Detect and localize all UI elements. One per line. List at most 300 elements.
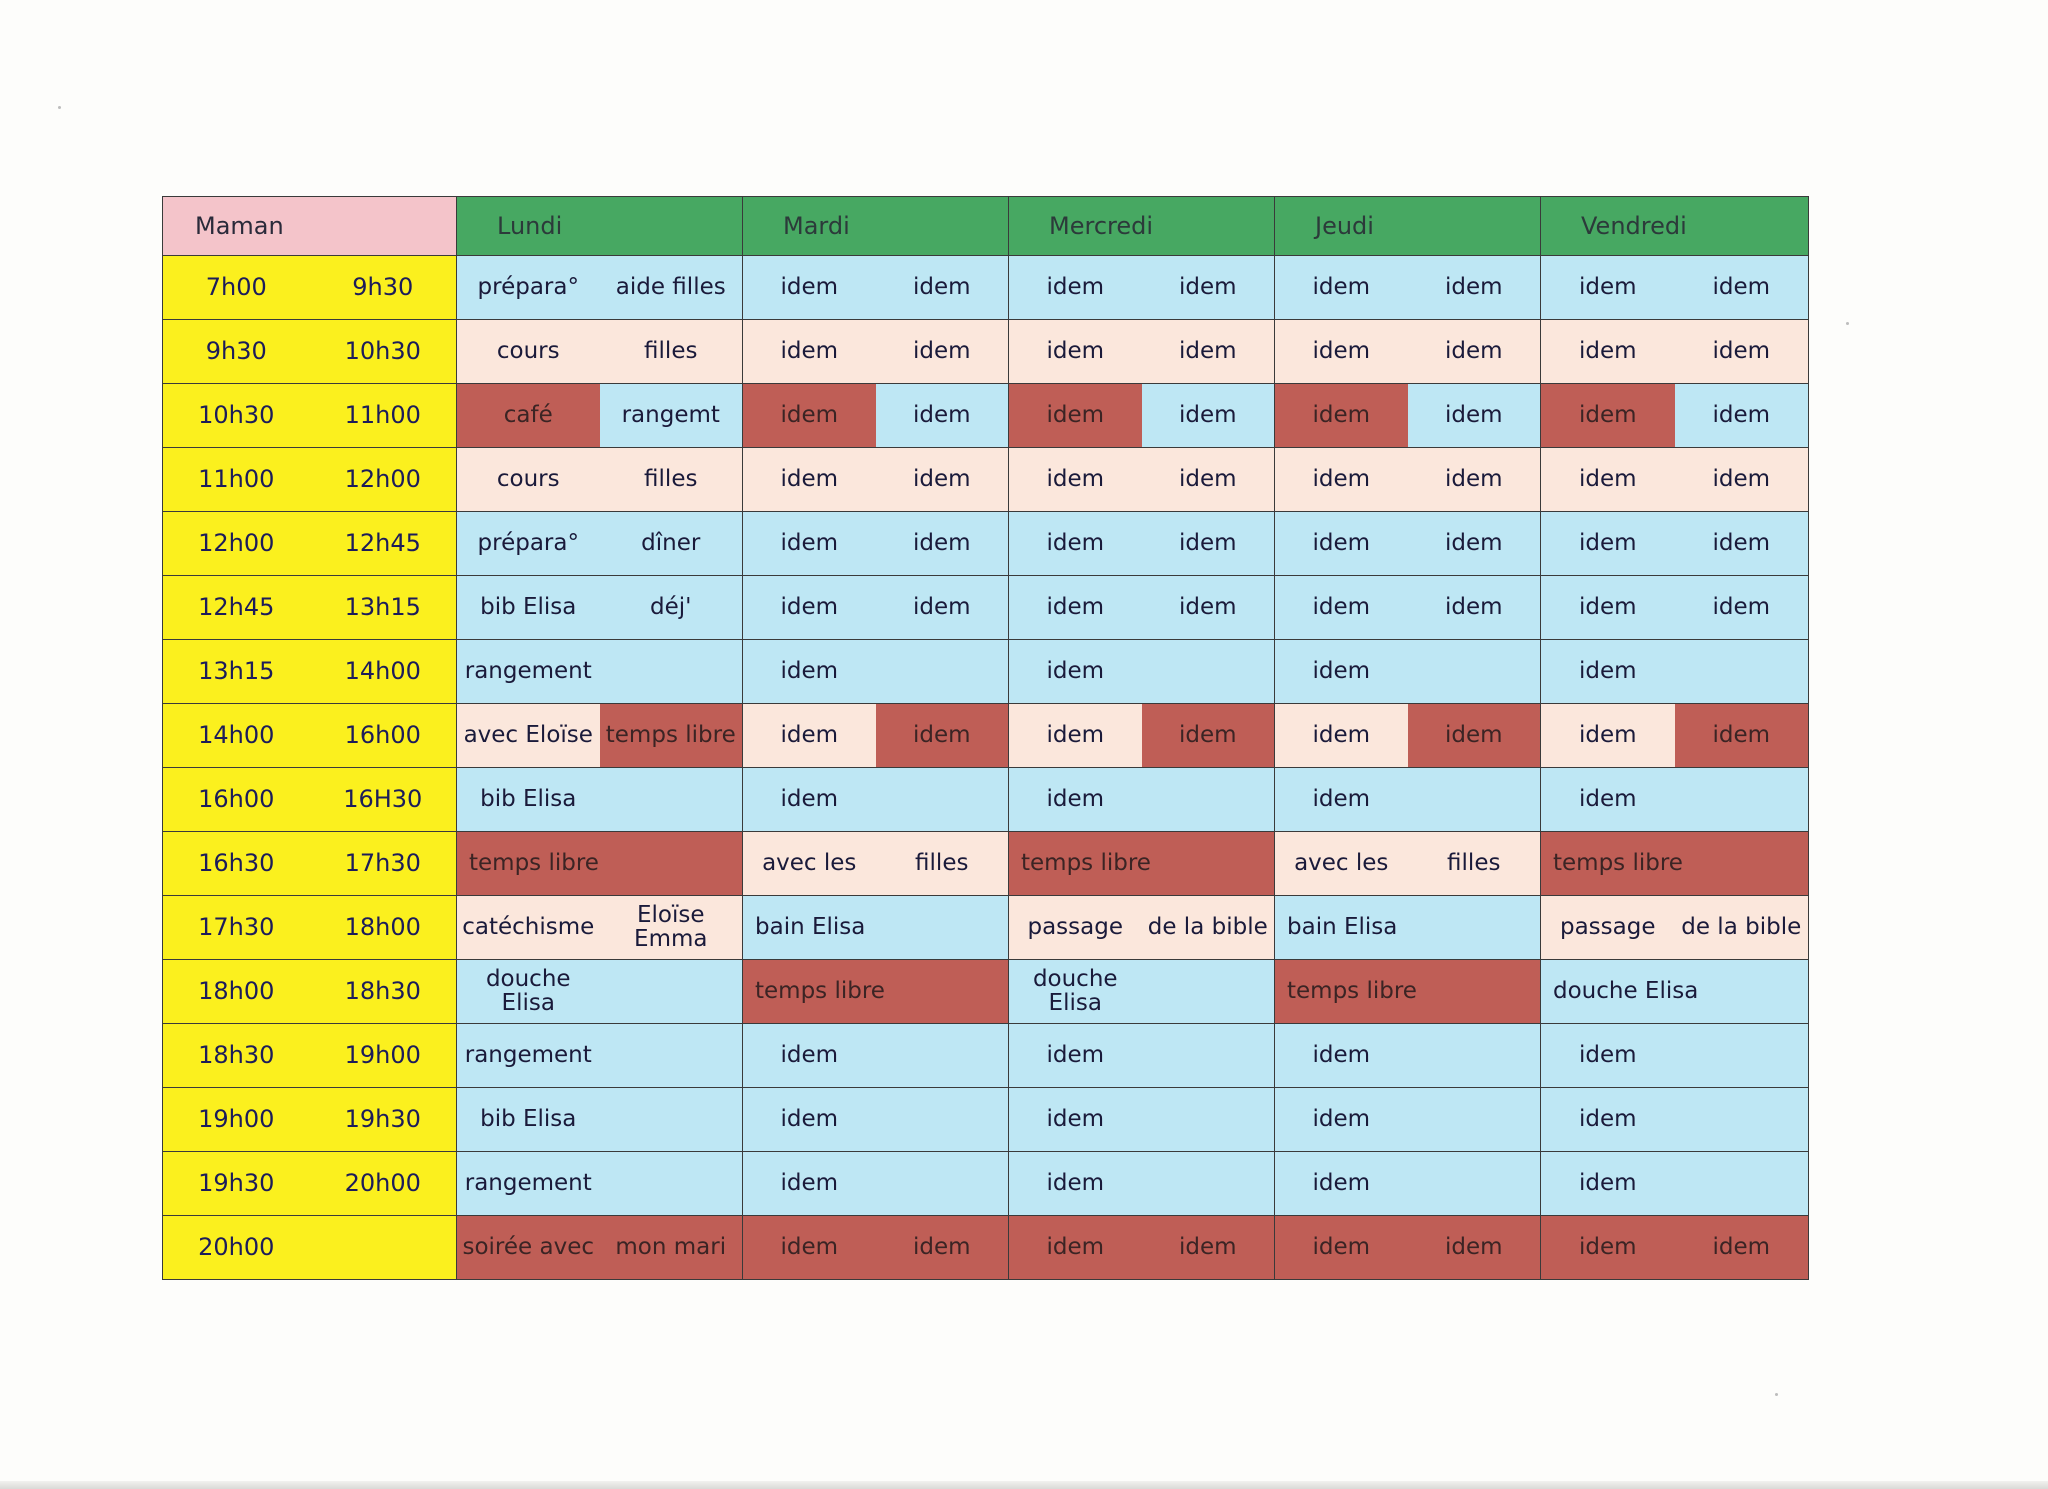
day-header-mercredi: Mercredi bbox=[1009, 197, 1275, 256]
activity-cell-lundi bbox=[457, 703, 743, 767]
activity-slot bbox=[1009, 1024, 1274, 1087]
activity-label-first: idem bbox=[1275, 1088, 1408, 1151]
activity-label-second bbox=[1142, 960, 1275, 1023]
activity-label-second: idem bbox=[1142, 320, 1275, 383]
activity-slot bbox=[1541, 640, 1808, 703]
schedule-row bbox=[163, 1023, 1809, 1087]
activity-slot bbox=[1009, 1216, 1274, 1279]
activity-label-second: idem bbox=[1675, 576, 1809, 639]
activity-label-second: idem bbox=[876, 320, 1009, 383]
activity-slot bbox=[1009, 960, 1274, 1023]
activity-slot bbox=[1275, 448, 1540, 511]
activity-slot bbox=[1009, 1152, 1274, 1215]
activity-label-first: passage bbox=[1009, 896, 1142, 959]
time-slot-cell bbox=[163, 1023, 457, 1087]
activity-label-second bbox=[600, 1024, 743, 1087]
activity-label-first: idem bbox=[1275, 768, 1408, 831]
activity-slot bbox=[457, 1024, 742, 1087]
activity-label-first: prépara° bbox=[457, 256, 600, 319]
activity-slot bbox=[743, 1152, 1008, 1215]
time-slot-cell bbox=[163, 639, 457, 703]
activity-label-first: idem bbox=[743, 768, 876, 831]
day-header-jeudi: Jeudi bbox=[1275, 197, 1541, 256]
activity-label-second: idem bbox=[1408, 512, 1541, 575]
activity-cell-mercredi bbox=[1009, 319, 1275, 383]
activity-cell-mardi bbox=[743, 1087, 1009, 1151]
slot-start-time: 19h30 bbox=[198, 1169, 275, 1198]
activity-label-second bbox=[1408, 1152, 1541, 1215]
slot-end-time: 13h15 bbox=[344, 593, 421, 622]
owner-header: Maman bbox=[163, 197, 457, 256]
activity-slot bbox=[457, 320, 742, 383]
activity-label-first: idem bbox=[743, 256, 876, 319]
slot-end-time: 14h00 bbox=[344, 657, 421, 686]
activity-cell-mardi bbox=[743, 383, 1009, 447]
activity-cell-mardi bbox=[743, 767, 1009, 831]
activity-cell-mardi bbox=[743, 895, 1009, 959]
activity-label-second: idem bbox=[1675, 256, 1809, 319]
activity-cell-vendredi bbox=[1541, 959, 1809, 1023]
activity-slot bbox=[743, 448, 1008, 511]
activity-label-first: idem bbox=[1541, 384, 1675, 447]
activity-label-second bbox=[1142, 1088, 1275, 1151]
activity-slot bbox=[457, 896, 742, 959]
activity-label-second: idem bbox=[1675, 384, 1809, 447]
activity-slot bbox=[1009, 896, 1274, 959]
activity-label-second: filles bbox=[600, 320, 743, 383]
activity-label-first: idem bbox=[1275, 384, 1408, 447]
activity-cell-mardi bbox=[743, 447, 1009, 511]
header-row bbox=[163, 197, 1809, 256]
activity-cell-lundi bbox=[457, 511, 743, 575]
activity-cell-mardi bbox=[743, 511, 1009, 575]
activity-label-first: idem bbox=[743, 1152, 876, 1215]
activity-label-second: rangemt bbox=[600, 384, 743, 447]
time-slot-cell bbox=[163, 959, 457, 1023]
activity-slot bbox=[1275, 576, 1540, 639]
activity-label-first: idem bbox=[1541, 576, 1675, 639]
slot-start-time: 7h00 bbox=[205, 273, 267, 302]
activity-label-second: Eloïse Emma bbox=[600, 896, 743, 959]
activity-label-second bbox=[876, 768, 1009, 831]
activity-cell-vendredi bbox=[1541, 255, 1809, 319]
activity-label-second bbox=[1408, 1024, 1541, 1087]
activity-label-first: café bbox=[457, 384, 600, 447]
schedule-row bbox=[163, 319, 1809, 383]
slot-start-time: 9h30 bbox=[205, 337, 267, 366]
activity-label-second bbox=[876, 1024, 1009, 1087]
activity-slot bbox=[1541, 1152, 1808, 1215]
slot-end-time: 12h45 bbox=[344, 529, 421, 558]
activity-label-second: idem bbox=[1142, 576, 1275, 639]
activity-slot bbox=[457, 768, 742, 831]
activity-label: douche Elisa bbox=[1541, 960, 1808, 1023]
activity-slot bbox=[1009, 320, 1274, 383]
activity-cell-lundi bbox=[457, 255, 743, 319]
activity-slot bbox=[743, 512, 1008, 575]
activity-cell-jeudi bbox=[1275, 383, 1541, 447]
activity-label-first: douche Elisa bbox=[1009, 960, 1142, 1023]
schedule-row bbox=[163, 1151, 1809, 1215]
schedule-row bbox=[163, 959, 1809, 1023]
activity-slot bbox=[743, 576, 1008, 639]
slot-start-time: 13h15 bbox=[198, 657, 275, 686]
slot-end-time: 19h30 bbox=[344, 1105, 421, 1134]
activity-label-first: idem bbox=[743, 1216, 876, 1279]
activity-label-second bbox=[876, 1152, 1009, 1215]
activity-slot bbox=[1275, 256, 1540, 319]
activity-slot bbox=[457, 640, 742, 703]
activity-label-second bbox=[1675, 640, 1809, 703]
time-slot-cell bbox=[163, 511, 457, 575]
activity-slot bbox=[1541, 448, 1808, 511]
day-header-lundi: Lundi bbox=[457, 197, 743, 256]
activity-slot bbox=[743, 256, 1008, 319]
activity-label-second bbox=[1408, 768, 1541, 831]
activity-cell-mardi bbox=[743, 959, 1009, 1023]
activity-cell-mercredi bbox=[1009, 767, 1275, 831]
slot-start-time: 19h00 bbox=[198, 1105, 275, 1134]
activity-cell-lundi bbox=[457, 831, 743, 895]
activity-label-first: idem bbox=[1275, 576, 1408, 639]
activity-label-first: idem bbox=[1541, 1088, 1675, 1151]
activity-label-second: idem bbox=[1408, 448, 1541, 511]
activity-label-first: idem bbox=[743, 640, 876, 703]
schedule-row bbox=[163, 511, 1809, 575]
time-slot-cell bbox=[163, 383, 457, 447]
activity-cell-mercredi bbox=[1009, 1023, 1275, 1087]
activity-cell-lundi bbox=[457, 575, 743, 639]
activity-slot bbox=[743, 960, 1008, 1023]
activity-cell-lundi bbox=[457, 1023, 743, 1087]
activity-slot bbox=[743, 640, 1008, 703]
activity-slot bbox=[457, 256, 742, 319]
activity-cell-mardi bbox=[743, 319, 1009, 383]
activity-slot bbox=[1541, 320, 1808, 383]
activity-label-second bbox=[1675, 1088, 1809, 1151]
activity-label-first: idem bbox=[1009, 768, 1142, 831]
slot-start-time: 14h00 bbox=[198, 721, 275, 750]
activity-slot bbox=[1009, 576, 1274, 639]
activity-label-first: idem bbox=[743, 512, 876, 575]
activity-cell-jeudi bbox=[1275, 831, 1541, 895]
activity-cell-jeudi bbox=[1275, 575, 1541, 639]
activity-cell-vendredi bbox=[1541, 511, 1809, 575]
activity-label: temps libre bbox=[743, 960, 1008, 1023]
activity-cell-vendredi bbox=[1541, 1023, 1809, 1087]
time-slot-cell bbox=[163, 1087, 457, 1151]
slot-end-time: 9h30 bbox=[352, 273, 414, 302]
activity-cell-vendredi bbox=[1541, 319, 1809, 383]
schedule-row bbox=[163, 895, 1809, 959]
activity-label-second bbox=[1142, 768, 1275, 831]
activity-label-first: passage bbox=[1541, 896, 1675, 959]
activity-cell-jeudi bbox=[1275, 255, 1541, 319]
activity-cell-mercredi bbox=[1009, 1215, 1275, 1279]
activity-slot bbox=[743, 768, 1008, 831]
schedule-row bbox=[163, 639, 1809, 703]
activity-slot bbox=[457, 448, 742, 511]
activity-slot bbox=[1275, 384, 1540, 447]
activity-label-second: idem bbox=[876, 576, 1009, 639]
activity-cell-mercredi bbox=[1009, 639, 1275, 703]
activity-label-second: idem bbox=[1408, 256, 1541, 319]
activity-slot bbox=[1275, 768, 1540, 831]
schedule-row bbox=[163, 255, 1809, 319]
schedule-row bbox=[163, 1215, 1809, 1279]
activity-label-first: rangement bbox=[457, 1024, 600, 1087]
activity-cell-lundi bbox=[457, 1215, 743, 1279]
activity-label-second: idem bbox=[876, 448, 1009, 511]
activity-label-first: idem bbox=[1541, 448, 1675, 511]
activity-label-first: soirée avec bbox=[457, 1216, 600, 1279]
activity-cell-mardi bbox=[743, 831, 1009, 895]
activity-slot bbox=[1275, 1024, 1540, 1087]
schedule-row bbox=[163, 767, 1809, 831]
activity-label-second: mon mari bbox=[600, 1216, 743, 1279]
slot-start-time: 12h00 bbox=[198, 529, 275, 558]
activity-cell-mercredi bbox=[1009, 703, 1275, 767]
activity-label-first: avec Eloïse bbox=[457, 704, 600, 767]
activity-label-first: idem bbox=[1275, 512, 1408, 575]
activity-label-second: dîner bbox=[600, 512, 743, 575]
activity-label-first: cours bbox=[457, 448, 600, 511]
activity-cell-mercredi bbox=[1009, 383, 1275, 447]
schedule-row bbox=[163, 703, 1809, 767]
activity-label-second: de la bible bbox=[1675, 896, 1809, 959]
slot-end-time: 10h30 bbox=[344, 337, 421, 366]
activity-slot bbox=[1275, 704, 1540, 767]
activity-label-second bbox=[600, 960, 743, 1023]
slot-end-time: 11h00 bbox=[344, 401, 421, 430]
activity-slot bbox=[1009, 1088, 1274, 1151]
time-slot-cell bbox=[163, 575, 457, 639]
activity-slot bbox=[1009, 768, 1274, 831]
activity-cell-mercredi bbox=[1009, 1151, 1275, 1215]
schedule-row bbox=[163, 447, 1809, 511]
activity-cell-jeudi bbox=[1275, 767, 1541, 831]
activity-slot bbox=[1275, 960, 1540, 1023]
activity-label-first: idem bbox=[1275, 704, 1408, 767]
activity-slot bbox=[1541, 704, 1808, 767]
activity-cell-jeudi bbox=[1275, 511, 1541, 575]
activity-label-first: idem bbox=[1541, 768, 1675, 831]
activity-label-second bbox=[600, 1088, 743, 1151]
activity-label-first: avec les bbox=[743, 832, 876, 895]
activity-cell-lundi bbox=[457, 639, 743, 703]
time-slot-cell bbox=[163, 831, 457, 895]
activity-label-first: idem bbox=[1541, 512, 1675, 575]
activity-label-second bbox=[1142, 1152, 1275, 1215]
activity-cell-mardi bbox=[743, 575, 1009, 639]
activity-cell-vendredi bbox=[1541, 1215, 1809, 1279]
activity-label-first: bib Elisa bbox=[457, 1088, 600, 1151]
activity-slot bbox=[457, 960, 742, 1023]
schedule-row bbox=[163, 831, 1809, 895]
activity-slot bbox=[743, 1024, 1008, 1087]
activity-slot bbox=[743, 1216, 1008, 1279]
activity-cell-mercredi bbox=[1009, 895, 1275, 959]
paper-speck bbox=[1775, 1393, 1778, 1396]
activity-label-second: idem bbox=[1142, 512, 1275, 575]
activity-label-first: idem bbox=[1009, 512, 1142, 575]
activity-label-first: idem bbox=[1275, 1152, 1408, 1215]
paper-edge bbox=[0, 1481, 2048, 1489]
time-slot-cell bbox=[163, 703, 457, 767]
activity-slot bbox=[1541, 1216, 1808, 1279]
activity-label-second: idem bbox=[1408, 1216, 1541, 1279]
activity-label-first: idem bbox=[1541, 704, 1675, 767]
slot-end-time: 16H30 bbox=[343, 785, 423, 814]
activity-cell-mercredi bbox=[1009, 1087, 1275, 1151]
time-slot-cell bbox=[163, 895, 457, 959]
activity-label-second: idem bbox=[1142, 384, 1275, 447]
activity-label-second: idem bbox=[876, 512, 1009, 575]
activity-slot bbox=[1541, 384, 1808, 447]
activity-label-second bbox=[1408, 640, 1541, 703]
activity-slot bbox=[457, 384, 742, 447]
activity-label-second bbox=[1675, 1024, 1809, 1087]
activity-cell-mercredi bbox=[1009, 575, 1275, 639]
activity-label-second: filles bbox=[1408, 832, 1541, 895]
slot-start-time: 16h30 bbox=[198, 849, 275, 878]
activity-cell-mardi bbox=[743, 639, 1009, 703]
activity-slot bbox=[743, 896, 1008, 959]
paper-speck bbox=[1846, 322, 1849, 325]
paper-speck bbox=[58, 106, 61, 109]
activity-label-first: cours bbox=[457, 320, 600, 383]
time-slot-cell bbox=[163, 447, 457, 511]
activity-label-first: rangement bbox=[457, 640, 600, 703]
schedule-row bbox=[163, 383, 1809, 447]
activity-label-second: idem bbox=[1675, 1216, 1809, 1279]
activity-cell-mardi bbox=[743, 703, 1009, 767]
activity-label-second: idem bbox=[1408, 384, 1541, 447]
activity-cell-mardi bbox=[743, 255, 1009, 319]
activity-cell-jeudi bbox=[1275, 639, 1541, 703]
activity-label-first: idem bbox=[1275, 448, 1408, 511]
activity-label-first: idem bbox=[1275, 320, 1408, 383]
activity-slot bbox=[743, 1088, 1008, 1151]
activity-cell-jeudi bbox=[1275, 319, 1541, 383]
activity-label: temps libre bbox=[1275, 960, 1540, 1023]
time-slot-cell bbox=[163, 767, 457, 831]
activity-label-first: idem bbox=[1275, 640, 1408, 703]
activity-cell-lundi bbox=[457, 447, 743, 511]
activity-label: temps libre bbox=[1541, 832, 1808, 895]
activity-slot bbox=[1009, 512, 1274, 575]
activity-slot bbox=[1541, 512, 1808, 575]
activity-label-first: idem bbox=[1541, 320, 1675, 383]
activity-cell-jeudi bbox=[1275, 1023, 1541, 1087]
activity-slot bbox=[1541, 256, 1808, 319]
activity-slot bbox=[1541, 1024, 1808, 1087]
activity-label-second: idem bbox=[1675, 512, 1809, 575]
activity-label-first: catéchisme bbox=[457, 896, 600, 959]
activity-cell-vendredi bbox=[1541, 447, 1809, 511]
activity-slot bbox=[457, 576, 742, 639]
activity-slot bbox=[457, 1152, 742, 1215]
activity-label-second bbox=[1142, 1024, 1275, 1087]
activity-cell-vendredi bbox=[1541, 1151, 1809, 1215]
activity-label-first: idem bbox=[743, 384, 876, 447]
activity-label-second bbox=[1142, 640, 1275, 703]
schedule-row bbox=[163, 1087, 1809, 1151]
activity-label-first: idem bbox=[1009, 256, 1142, 319]
activity-label-first: idem bbox=[1541, 640, 1675, 703]
slot-start-time: 16h00 bbox=[198, 785, 275, 814]
activity-cell-vendredi bbox=[1541, 703, 1809, 767]
activity-slot bbox=[1009, 384, 1274, 447]
activity-label-first: idem bbox=[1009, 640, 1142, 703]
activity-label-second: idem bbox=[1408, 576, 1541, 639]
activity-label-second: idem bbox=[1675, 320, 1809, 383]
activity-slot bbox=[743, 320, 1008, 383]
time-slot-cell bbox=[163, 1215, 457, 1279]
activity-label-first: idem bbox=[1541, 256, 1675, 319]
activity-label-second: idem bbox=[1142, 1216, 1275, 1279]
activity-cell-mercredi bbox=[1009, 959, 1275, 1023]
activity-label-first: idem bbox=[1009, 448, 1142, 511]
activity-slot bbox=[743, 832, 1008, 895]
activity-label-first: idem bbox=[1275, 1216, 1408, 1279]
activity-slot bbox=[1009, 640, 1274, 703]
activity-label-first: idem bbox=[743, 1024, 876, 1087]
activity-label-first: idem bbox=[743, 1088, 876, 1151]
time-slot-cell bbox=[163, 319, 457, 383]
activity-label-first: idem bbox=[1009, 1216, 1142, 1279]
slot-end-time: 20h00 bbox=[344, 1169, 421, 1198]
activity-slot bbox=[1541, 896, 1808, 959]
slot-start-time: 18h30 bbox=[198, 1041, 275, 1070]
activity-label-second bbox=[1675, 768, 1809, 831]
day-header-vendredi: Vendredi bbox=[1541, 197, 1809, 256]
activity-slot bbox=[457, 1216, 742, 1279]
activity-slot bbox=[1541, 832, 1808, 895]
activity-label-first: idem bbox=[743, 704, 876, 767]
activity-label-first: bib Elisa bbox=[457, 768, 600, 831]
activity-cell-lundi bbox=[457, 319, 743, 383]
slot-end-time: 17h30 bbox=[344, 849, 421, 878]
activity-cell-mardi bbox=[743, 1023, 1009, 1087]
activity-cell-mercredi bbox=[1009, 447, 1275, 511]
activity-slot bbox=[457, 832, 742, 895]
activity-label-second: idem bbox=[876, 256, 1009, 319]
activity-label-first: rangement bbox=[457, 1152, 600, 1215]
activity-slot bbox=[1009, 448, 1274, 511]
activity-label-first: idem bbox=[1275, 1024, 1408, 1087]
activity-label-first: idem bbox=[1009, 704, 1142, 767]
activity-label-first: idem bbox=[743, 576, 876, 639]
activity-cell-jeudi bbox=[1275, 895, 1541, 959]
activity-slot bbox=[1275, 832, 1540, 895]
activity-label-second: aide filles bbox=[600, 256, 743, 319]
slot-start-time: 18h00 bbox=[198, 977, 275, 1006]
activity-label-first: idem bbox=[1009, 1088, 1142, 1151]
activity-cell-jeudi bbox=[1275, 1087, 1541, 1151]
activity-label-first: avec les bbox=[1275, 832, 1408, 895]
slot-start-time: 10h30 bbox=[198, 401, 275, 430]
activity-cell-vendredi bbox=[1541, 575, 1809, 639]
activity-cell-mercredi bbox=[1009, 511, 1275, 575]
activity-cell-vendredi bbox=[1541, 767, 1809, 831]
activity-cell-jeudi bbox=[1275, 959, 1541, 1023]
activity-label-first: prépara° bbox=[457, 512, 600, 575]
activity-label-second bbox=[876, 640, 1009, 703]
activity-slot bbox=[1275, 1088, 1540, 1151]
activity-label-first: idem bbox=[743, 320, 876, 383]
activity-label-first: douche Elisa bbox=[457, 960, 600, 1023]
